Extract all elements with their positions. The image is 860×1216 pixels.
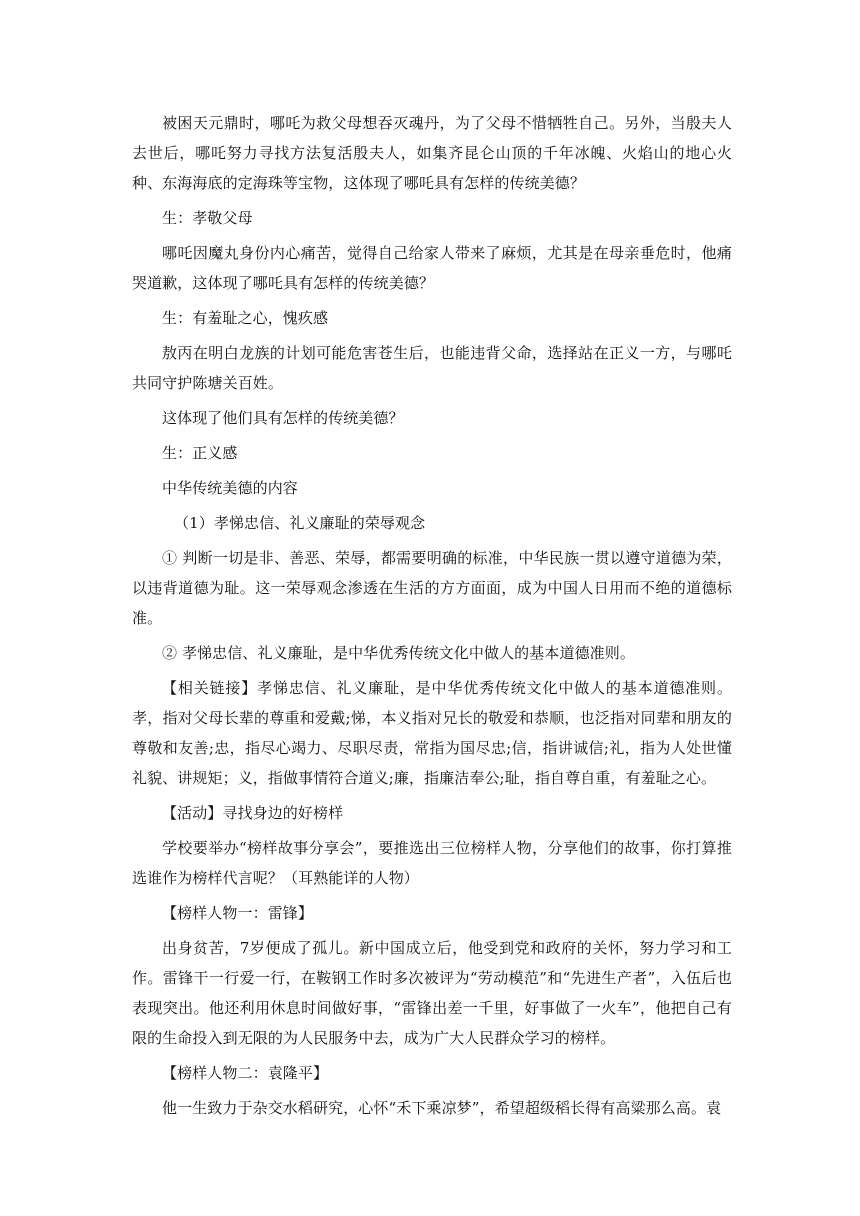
related-link-paragraph: 【相关链接】孝悌忠信、礼义廉耻，是中华优秀传统文化中做人的基本道德准则。孝，指对父母长辈的尊重和爱戴;悌，本义指对兄长的敬爱和恭顺，也泛指对同辈和朋友的尊敬和友善;忠，指尽心竭力、尽职尽责，常指为国尽忠;信，指讲诚信;礼，指为人处世懂礼貌、讲规矩；义，指做事情符合道义;廉，指廉洁奉公;耻，指自尊自重，有羞耻之心。 [132, 679, 732, 787]
subsection-heading-honor: （1）孝悌忠信、礼义廉耻的荣辱观念 [174, 514, 426, 532]
role-model-one-story: 出身贫苦，7岁便成了孤儿。新中国成立后，他受到党和政府的关怀，努力学习和工作。雷锋干一行爱一行，在鞍钢工作时多次被评为“劳动模范”和“先进生产者”，入伍后也表现突出。他还利用休息时间做好事，“雷锋出差一千里，好事做了一火车”，他把自己有限的生命投入到无限的为人民服务中去，成为广大人民群众学习的榜样。 [132, 939, 732, 1047]
paragraph-virtue-question: 这体现了他们具有怎样的传统美德？ [162, 409, 404, 427]
student-answer-justice: 生：正义感 [162, 444, 238, 462]
activity-heading: 【活动】寻找身边的好榜样 [162, 804, 344, 822]
paragraph-nezha-shame-question: 哪吒因魔丸身份内心痛苦，觉得自己给家人带来了麻烦，尤其是在母亲垂危时，他痛哭道歉，这体现了哪吒具有怎样的传统美德？ [132, 244, 732, 292]
section-heading-virtue-content: 中华传统美德的内容 [162, 479, 298, 497]
document-body [132, 108, 732, 1128]
point-one: ① 判断一切是非、善恶、荣辱，都需要明确的标准，中华民族一贯以遵守道德为荣，以违背道德为耻。这一荣辱观念渗透在生活的方方面面，成为中国人日用而不绝的道德标准。 [132, 549, 732, 627]
student-answer-filial: 生：孝敬父母 [162, 209, 253, 227]
role-model-two-story: 他一生致力于杂交水稻研究，心怀“禾下乘凉梦”，希望超级稻长得有高粱那么高。袁 [162, 1099, 722, 1117]
role-model-one-heading: 【榜样人物一：雷锋】 [162, 904, 314, 922]
paragraph-aobing-justice: 敖丙在明白龙族的计划可能危害苍生后，也能违背父命，选择站在正义一方，与哪吒共同守护陈塘关百姓。 [132, 344, 732, 392]
paragraph-nezha-filial-question: 被困天元鼎时，哪吒为救父母想吞灭魂丹，为了父母不惜牺牲自己。另外，当殷夫人去世后，哪吒努力寻找方法复活殷夫人，如集齐昆仑山顶的千年冰魄、火焰山的地心火种、东海海底的定海珠等宝物，这体现了哪吒具有怎样的传统美德？ [132, 114, 732, 192]
activity-description: 学校要举办“榜样故事分享会”，要推选出三位榜样人物，分享他们的故事，你打算推选谁作为榜样代言呢？（耳熟能详的人物） [132, 839, 732, 887]
role-model-two-heading: 【榜样人物二：袁隆平】 [162, 1064, 329, 1082]
point-two: ② 孝悌忠信、礼义廉耻，是中华优秀传统文化中做人的基本道德准则。 [162, 644, 635, 662]
student-answer-shame: 生：有羞耻之心，愧疚感 [162, 309, 329, 327]
